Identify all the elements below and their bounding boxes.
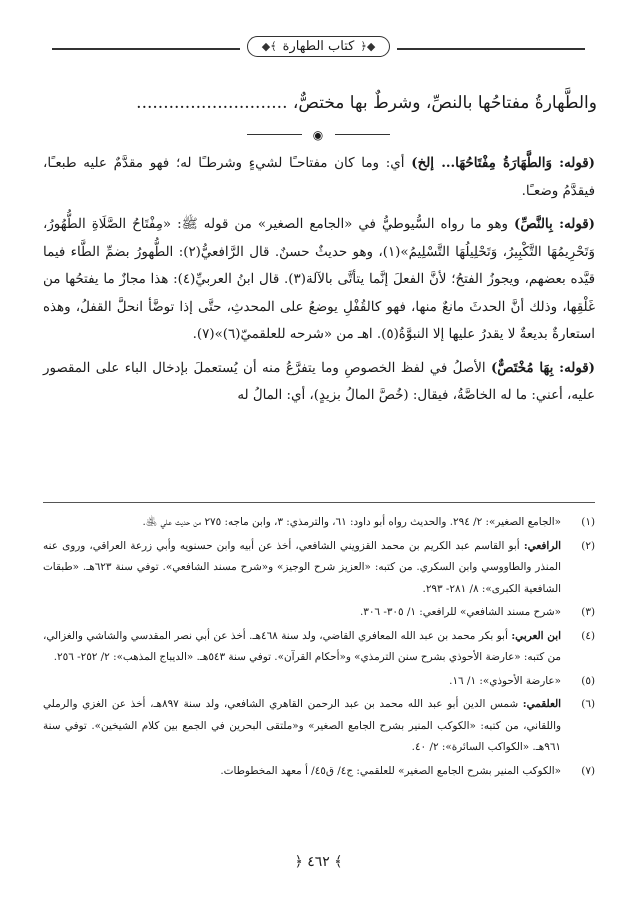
running-header — [0, 36, 637, 57]
footnote-item — [43, 694, 595, 759]
footnote-separator — [43, 502, 595, 503]
footnote-number: (٢) — [581, 539, 595, 552]
commentary-paragraph — [43, 150, 595, 205]
footnote-item — [43, 761, 595, 783]
footnote-item — [43, 626, 595, 669]
page-number: ﴾ ٤٦٢ ﴿ — [294, 854, 343, 870]
divider-dot-icon: ◉ — [312, 128, 324, 142]
commentary-body — [43, 150, 595, 416]
footnote-item — [43, 536, 595, 601]
matn-line: والطَّهارةُ مفتاحُها بالنصِّ، وشرطٌ بها مختصٌّ، ............................ — [136, 93, 597, 113]
footnote-number: (١) — [581, 516, 595, 528]
footnote-number: (٧) — [581, 764, 595, 777]
header-title: كتاب الطهارة — [282, 39, 355, 54]
paragraph-text: أي: وما كان مفتاحـًا لشيءٍ وشرطـًا له؛ فهو مقدَّمٌ عليه طبعـًا، فيقدَّمُ وضعـًا. — [43, 156, 595, 199]
footnotes — [43, 512, 595, 784]
commentary-paragraph — [43, 211, 595, 349]
footnote-text: «الجامع الصغير»: ٢/ ٢٩٤. والحديث رواه أبو داود: ٦١، والترمذي: ٣، وابن ماجه: ٢٧٥ من حديث علي ﵁. — [142, 516, 561, 528]
footnote-text: «شرح مسند الشافعي» للرافعي: ١/ ٣٠٥- ٣٠٦. — [359, 606, 561, 618]
footnote-number: (٦) — [581, 698, 595, 710]
footnote-text: «الكوكب المنير بشرح الجامع الصغير» للعلقمي: ج٤/ ق٤٥/ أ معهد المخطوطات. — [220, 764, 561, 777]
ornament-left-icon: ﴾◆ — [261, 40, 277, 53]
footnote-number: (٥) — [581, 674, 595, 687]
divider-line-right — [335, 134, 390, 135]
footnote-text: «عارضة الأحوذي»: ١/ ١٦. — [449, 674, 561, 687]
paragraph-label: (قوله: وَالطَّهَارَةُ مِفْتَاحُهَا... إلخ) — [411, 155, 595, 171]
footnote-item — [43, 602, 595, 624]
footnote-text: أبو بكر محمد بن عبد الله المعافري القاضي، ولد سنة ٤٦٨هـ. أخذ عن أبي نصر المقدسي والشاشي والغزالي، من كتبه: «عارضة الأحوذي بشرح سنن الترمذي» و«أحكام القرآن». توفي سنة ٥٤٣هـ. «الديباج المذهب»: ٢/ ٢٥٢- ٢٥٦. — [43, 629, 561, 663]
ornament-right-icon: ◆﴿ — [360, 40, 376, 53]
section-divider — [0, 128, 637, 142]
footnote-item — [43, 512, 595, 534]
paragraph-text: الأصلُ في لفظ الخصوصِ وما يتفرَّعُ منه أن يُستعملَ بإدخال الباء على المقصور عليه، أعني: ما له الخاصَّةُ، فيقال: (خُصَّ المالُ بزيدٍ)، أي: المالُ له — [43, 360, 595, 403]
footnote-bold-term: العلقمي: — [522, 698, 562, 710]
footnote-item — [43, 671, 595, 693]
footnote-bold-term: ابن العربي: — [511, 629, 561, 642]
paragraph-label: (قوله: بِالنَّصِّ) — [514, 216, 595, 232]
paragraph-label: (قوله: بِهَا مُخْتَصٌّ) — [490, 359, 595, 376]
footnote-bold-term: الرافعي: — [523, 539, 561, 552]
footnote-number: (٣) — [581, 606, 595, 618]
header-frame — [247, 36, 391, 57]
footnote-text: أبو القاسم عبد الكريم بن محمد القزويني الشافعي، أخذ عن أبيه وابن حسنويه وأبي زرعة العراقي، وروى عنه المنذر والطاووسي وابن السكري. من كتبه: «العزيز شرح الوجيز» و«شرح مسند الشافعي». توفي سنة ٦٢٣هـ. «طبقات الشافعية الكبرى»: ٨/ ٢٨١- ٢٩٣. — [43, 539, 561, 595]
footnote-text: شمس الدين أبو عبد الله محمد بن عبد الرحمن القاهري الشافعي، ولد سنة ٨٩٧هـ، أخذ عن الغزي والرملي واللقاني، من كتبه: «الكوكب المنير بشرح الجامع الصغير» و«ملتقى البحرين في الجمع بين كلام الشيخين». توفي سنة ٩٦١هـ. «الكواكب السائرة»: ٢/ ٤٠. — [43, 698, 561, 753]
paragraph-text: وهو ما رواه السُّيوطيُّ في «الجامع الصغير» من قوله ﷺ: «مِفْتَاحُ الصَّلَاةِ الطُّهُورُ، وَتَحْرِيمُهَا التَّكْبِيرُ، وَتَحْلِيلُهَا التَّسْلِيمُ»(١)، وهو حديثٌ حسنٌ. قال الرَّافعيُّ(٢): الطُّهورُ بضمِّ الطَّاء فيما قيَّده بعضهم، ويجوزُ الفتحُ؛ لأنَّ الفعلَ إنَّما يتأتَّى بالآلة(٣). قال ابنُ العربيِّ(٤): هذا مجازٌ ما يفتحُها من غَلْقِها، وذلك أنَّ الحدثَ مانعٌ منها، فهو كالقُفْلِ يوضعُ على المحدثِ، حتَّى إذا توضَّأ انحلَّ القفلُ، وهذه استعارةٌ بديعةٌ لا يقدرُ عليها إلا النبوَّةُ(٥). اهـ من «شرحه للعلقميّ(٦)»(٧). — [43, 217, 595, 342]
divider-line-left — [247, 134, 302, 135]
commentary-paragraph — [43, 355, 595, 410]
footnote-number: (٤) — [581, 629, 595, 642]
